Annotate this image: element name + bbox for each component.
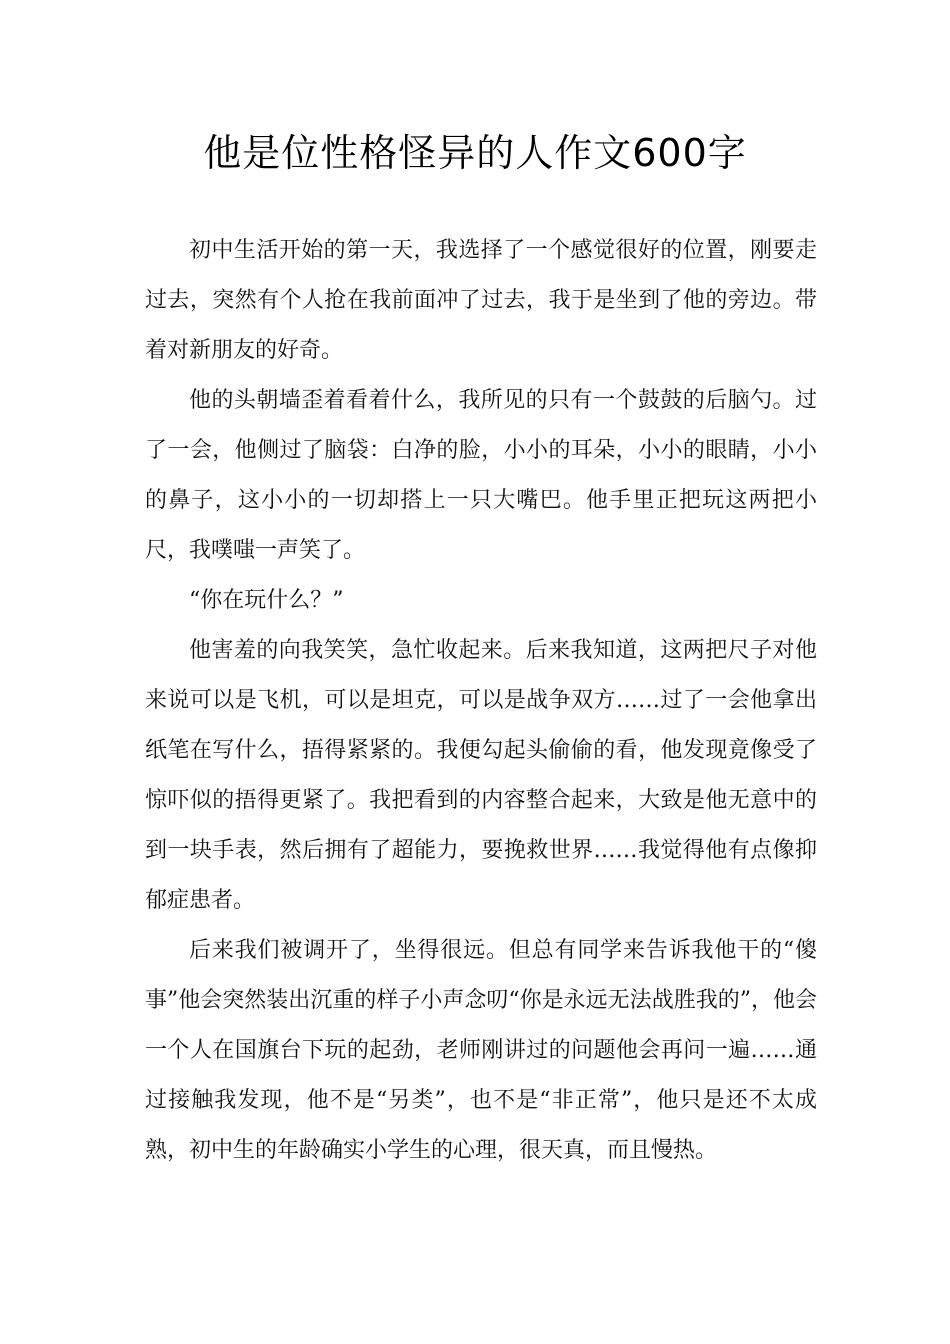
paragraph-3: “你在玩什么？” xyxy=(189,588,344,613)
document-title: 他是位性格怪异的人作文600字 xyxy=(203,131,747,175)
paragraph-1: 初中生活开始的第一天，我选择了一个感觉很好的位置，刚要走过去，突然有个人抢在我前面冲了过去，我于是坐到了他的旁边。带着对新朋友的好奇。 xyxy=(145,238,817,363)
paragraph-5: 后来我们被调开了，坐得很远。但总有同学来告诉我他干的“傻事”他会突然装出沉重的样子小声念叨“你是永远无法战胜我的”，他会一个人在国旗台下玩的起劲，老师刚讲过的问题他会再问一遍……通过接触我发现，他不是“另类”，也不是“非正常”，他只是还不太成熟，初中生的年龄确实小学生的心理，很天真，而且慢热。 xyxy=(145,938,817,1163)
paragraph-4: 他害羞的向我笑笑，急忙收起来。后来我知道，这两把尺子对他来说可以是飞机，可以是坦克，可以是战争双方……过了一会他拿出纸笔在写什么，捂得紧紧的。我便勾起头偷偷的看，他发现竟像受了惊吓似的捂得更紧了。我把看到的内容整合起来，大致是他无意中的到一块手表，然后拥有了超能力，要挽救世界……我觉得他有点像抑郁症患者。 xyxy=(145,638,817,913)
document-body xyxy=(145,226,817,1176)
paragraph-2: 他的头朝墙歪着看着什么，我所见的只有一个鼓鼓的后脑勺。过了一会，他侧过了脑袋：白净的脸，小小的耳朵，小小的眼睛，小小的鼻子，这小小的一切却搭上一只大嘴巴。他手里正把玩这两把小尺，我噗嗤一声笑了。 xyxy=(145,388,817,563)
